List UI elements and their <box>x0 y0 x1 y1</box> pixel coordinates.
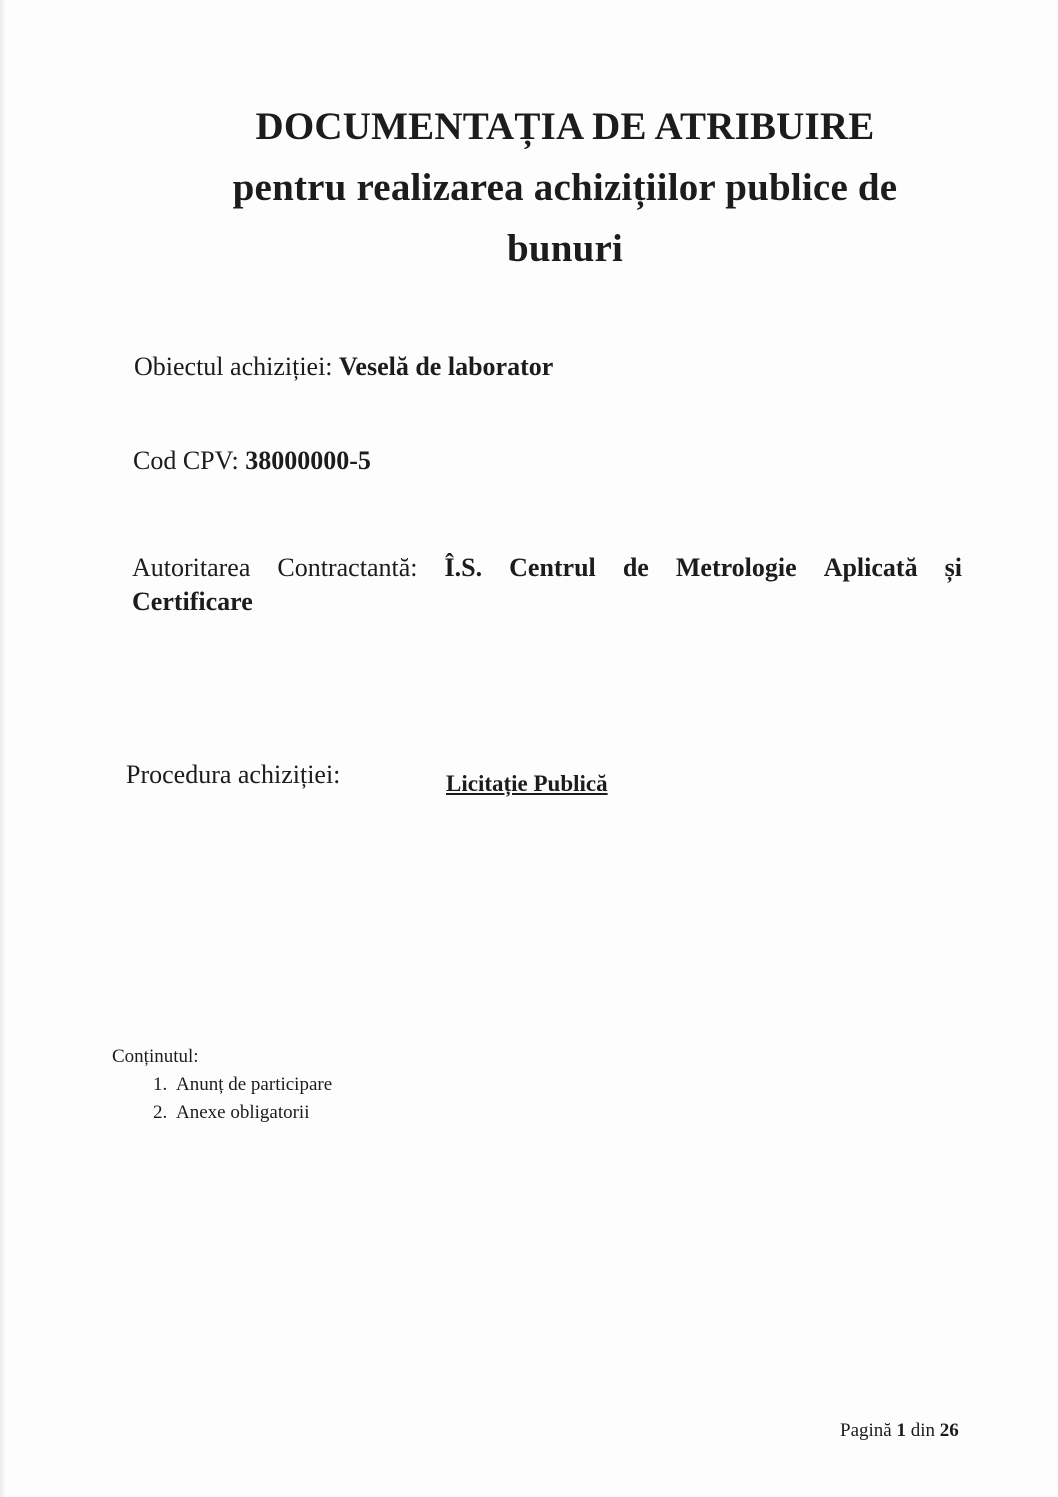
contents-section <box>112 1043 332 1127</box>
authority-value-word: Centrul <box>509 553 596 582</box>
page-edge-shadow <box>0 0 6 1497</box>
authority-value-word: și <box>944 553 962 582</box>
cpv-code-value: 38000000-5 <box>245 446 371 475</box>
page-label: Pagină <box>840 1420 892 1441</box>
total-page-number: 26 <box>939 1420 959 1441</box>
authority-value-word: Î.S. <box>444 553 483 582</box>
procedure-label: Procedura achiziției: <box>126 760 341 789</box>
page-of-label: din <box>910 1420 935 1441</box>
cpv-code-field <box>133 446 371 476</box>
list-item: 2. Anexe obligatorii <box>172 1099 332 1127</box>
authority-value-word: Metrologie <box>675 553 797 582</box>
procurement-object-label: Obiectul achiziției: <box>134 352 333 381</box>
contents-heading: Conținutul: <box>112 1046 199 1067</box>
authority-value-word: Aplicată <box>823 553 918 582</box>
authority-label-word: Contractantă: <box>277 553 418 582</box>
contracting-authority-field <box>132 551 962 619</box>
contracting-authority-line-2: Certificare <box>132 587 253 616</box>
procedure-value: Licitație Publică <box>446 771 608 796</box>
title-line-3: bunuri <box>506 227 624 270</box>
contracting-authority-line-1 <box>132 551 962 585</box>
procurement-object-field <box>134 352 553 382</box>
page-number-footer <box>840 1420 959 1442</box>
authority-value-word: de <box>622 553 649 582</box>
list-item: 1. Anunț de participare <box>172 1071 332 1099</box>
authority-label-word: Autoritarea <box>132 553 251 582</box>
contents-list <box>112 1071 332 1127</box>
cpv-code-label: Cod CPV: <box>133 446 239 475</box>
procurement-object-value: Veselă de laborator <box>339 352 554 381</box>
title-line-2: pentru realizarea achizițiilor publice de <box>232 166 898 209</box>
document-title <box>150 96 980 279</box>
title-line-1: DOCUMENTAȚIA DE ATRIBUIRE <box>255 105 875 148</box>
current-page-number: 1 <box>896 1420 906 1441</box>
